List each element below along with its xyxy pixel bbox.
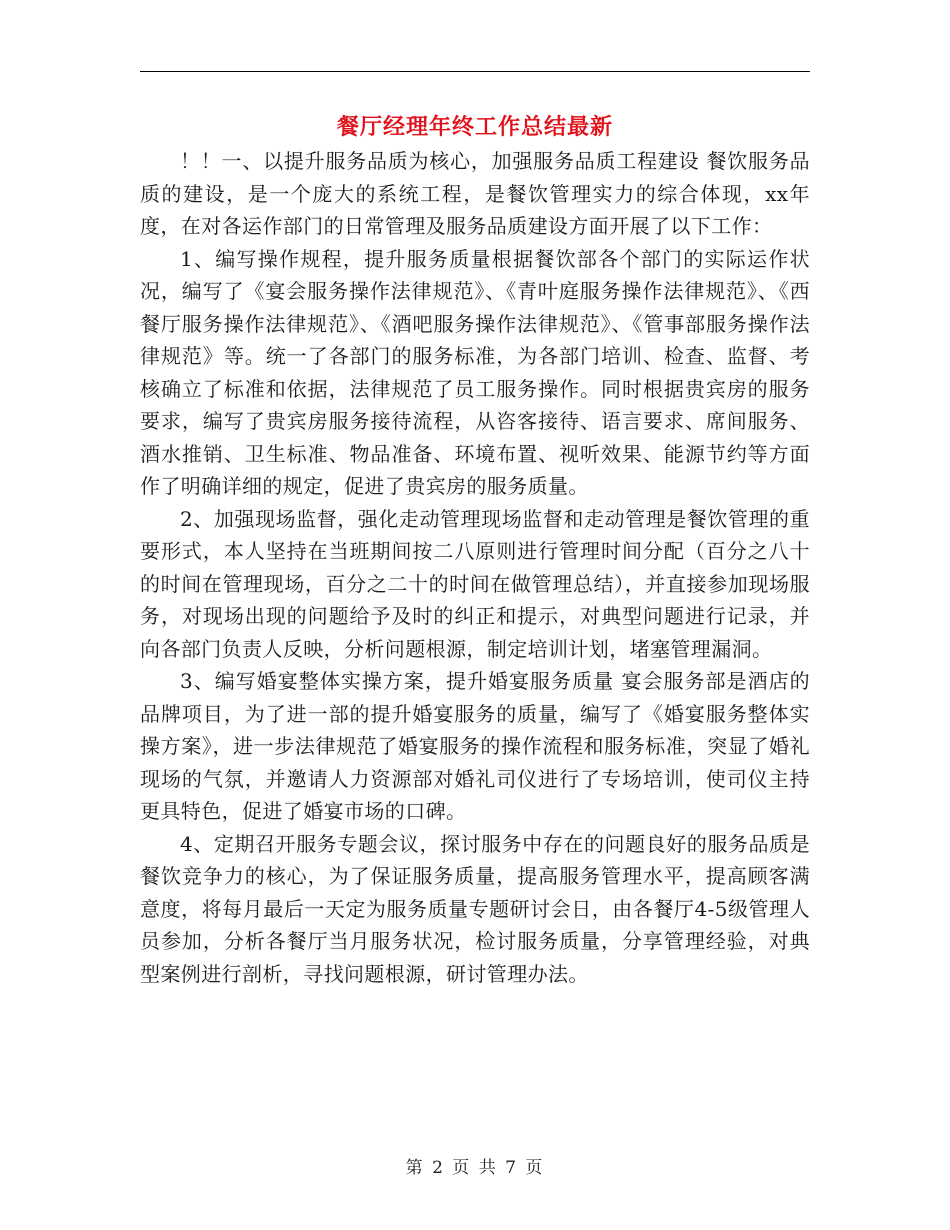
header-rule [140,71,810,72]
paragraph-intro: ！！一、以提升服务品质为核心，加强服务品质工程建设 餐饮服务品质的建设，是一个庞大的系统工程，是餐饮管理实力的综合体现，xx年度，在对各运作部门的日常管理及服务品质建设方面开展了以下工作： [140,149,810,238]
paragraph-item-1: 1、编写操作规程，提升服务质量根据餐饮部各个部门的实际运作状况，编写了《宴会服务操作法律规范》、《青叶庭服务操作法律规范》、《西餐厅服务操作法律规范》、《酒吧服务操作法律规范》、《管事部服务操作法律规范》等。统一了各部门的服务标准，为各部门培训、检查、监督、考核确立了标准和依据，法律规范了员工服务操作。同时根据贵宾房的服务要求，编写了贵宾房服务接待流程，从咨客接待、语言要求、席间服务、酒水推销、卫生标准、物品准备、环境布置、视听效果、能源节约等方面作了明确详细的规定，促进了贵宾房的服务质量。 [140,246,810,498]
paragraph-item-2: 2、加强现场监督，强化走动管理现场监督和走动管理是餐饮管理的重要形式，本人坚持在当班期间按二八原则进行管理时间分配（百分之八十的时间在管理现场，百分之二十的时间在做管理总结），并直接参加现场服务，对现场出现的问题给予及时的纠正和提示，对典型问题进行记录，并向各部门负责人反映，分析问题根源，制定培训计划，堵塞管理漏洞。 [140,506,810,661]
paragraph-item-4: 4、定期召开服务专题会议，探讨服务中存在的问题良好的服务品质是餐饮竞争力的核心，为了保证服务质量，提高服务管理水平，提高顾客满意度，将每月最后一天定为服务质量专题研讨会日，由各餐厅4-5级管理人员参加，分析各餐厅当月服务状况，检讨服务质量，分享管理经验，对典型案例进行剖析，寻找问题根源，研讨管理办法。 [140,831,810,986]
page-number: 第 2 页 共 7 页 [405,1158,545,1178]
document-title: 餐厅经理年终工作总结最新 [336,114,613,140]
document-body [140,145,810,990]
paragraph-item-3: 3、编写婚宴整体实操方案，提升婚宴服务质量 宴会服务部是酒店的品牌项目，为了进一部的提升婚宴服务的质量，编写了《婚宴服务整体实操方案》，进一步法律规范了婚宴服务的操作流程和服务标准，突显了婚礼现场的气氛，并邀请人力资源部对婚礼司仪进行了专场培训，使司仪主持更具特色，促进了婚宴市场的口碑。 [140,669,810,823]
